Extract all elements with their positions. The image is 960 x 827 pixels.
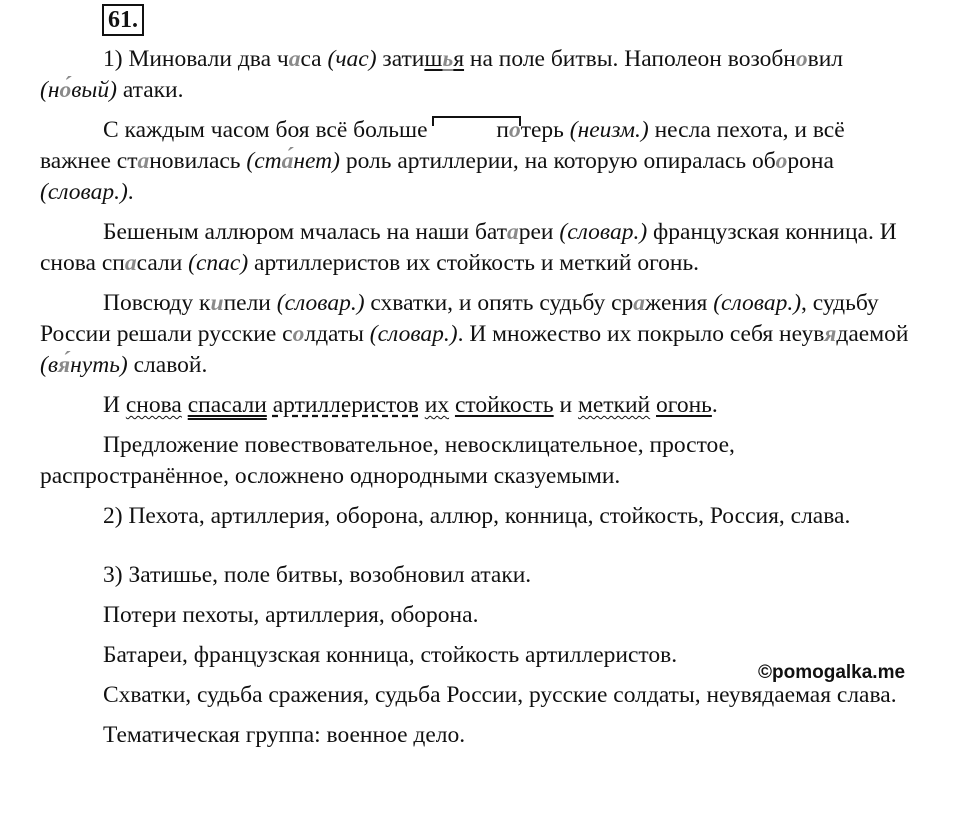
word-5: их <box>424 392 450 418</box>
exercise-number: 61. <box>102 4 144 36</box>
paragraph-2: С каждым часом боя всё больше потерь (неизм.) несла пехота, и всё важнее становилась (ста́нет) роль артиллерии, на которую опиралась оборона (словар.). <box>40 117 845 205</box>
word-9: огонь <box>656 392 712 418</box>
word-8: меткий <box>577 392 651 418</box>
paragraph-10: Батареи, французская конница, стойкость артиллеристов. <box>103 642 678 668</box>
paragraph-8: 3) Затишье, поле битвы, возобновил атаки. <box>103 562 532 588</box>
paragraph-12: Тематическая группа: военное дело. <box>103 722 466 748</box>
word-7: и <box>559 392 573 418</box>
paragraph-7: 2) Пехота, артиллерия, оборона, аллюр, конница, стойкость, Россия, слава. <box>103 503 851 529</box>
paragraph-6: Предложение повествовательное, невосклицательное, простое, распространённое, осложнено однородными сказуемыми. <box>40 432 735 489</box>
paragraph-3: Бешеным аллюром мчалась на наши батареи (словар.) французская конница. И снова спасали (спас) артиллеристов их стойкость и меткий огонь. <box>40 219 897 276</box>
word-1: И <box>103 392 120 418</box>
paragraph-4: Повсюду кипели (словар.) схватки, и опять судьбу сражения (словар.), судьбу России решали русские солдаты (словар.). И множество их покрыло себя неувядаемой (вя́нуть) славой. <box>40 290 909 378</box>
word-6: стойкость <box>454 392 554 418</box>
root-mark: по <box>433 115 520 146</box>
exercise-page <box>40 4 920 760</box>
paragraph-11: Схватки, судьба сражения, судьба России, русские солдаты, неувядаемая слава. <box>103 682 897 708</box>
paragraph-9: Потери пехоты, артиллерия, оборона. <box>103 602 479 628</box>
paragraph-1: 1) Миновали два часа (час) затишья на поле битвы. Наполеон возобновил (но́вый) атаки. <box>40 46 844 103</box>
watermark: ©pomogalka.me <box>758 662 906 683</box>
word-2: снова <box>125 392 182 418</box>
word-4: артиллеристов <box>272 392 419 418</box>
word-3: спасали <box>187 392 267 418</box>
parsed-sentence: И снова спасали артиллеристов их стойкость и меткий огонь. <box>103 392 718 418</box>
